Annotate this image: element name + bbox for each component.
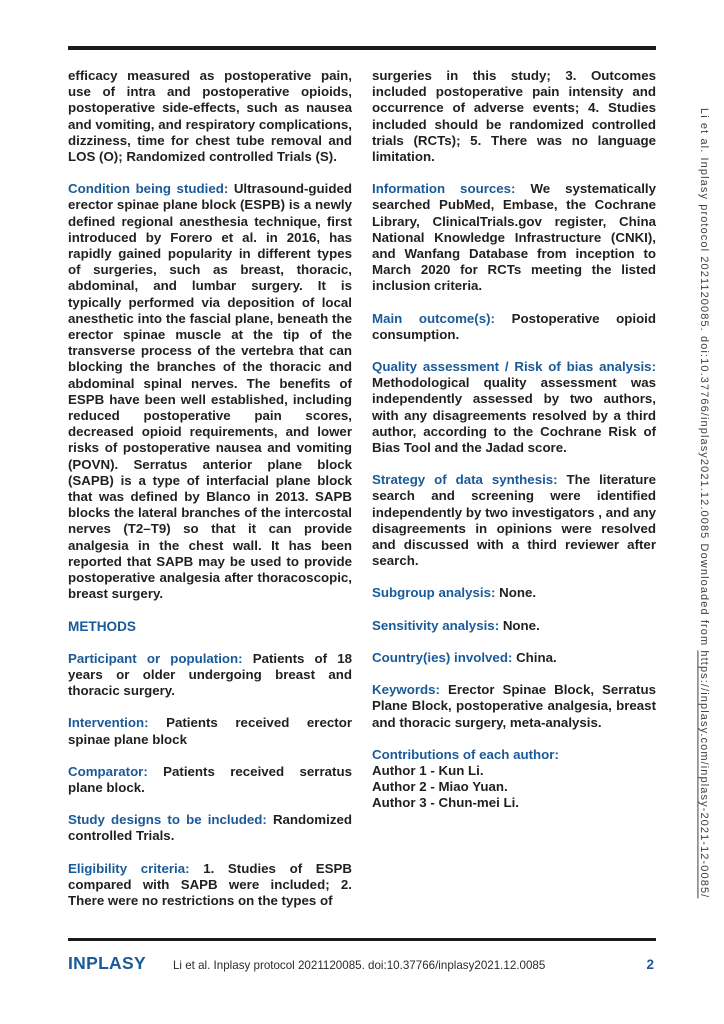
left-column: [68, 68, 352, 925]
sidebar-vertical-citation: [698, 108, 710, 1008]
top-rule: [68, 46, 656, 50]
footer-rule: [68, 938, 656, 941]
sidebar-citation-text: Li et al. Inplasy protocol 2021120085. doi:10.37766/inplasy2021.12.0085 Downloaded from: [698, 108, 710, 647]
paragraph-text: China.: [516, 649, 557, 665]
paragraph-eligibility-criteria: [68, 861, 352, 910]
paragraph-text: surgeries in this study; 3. Outcomes included postoperative pain intensity and occurrence of adverse events; 4. Studies included should be randomized controlled trials (RCTs); 5. There was no language limitation.: [372, 68, 656, 165]
paragraph-comparator: [68, 764, 352, 796]
paragraph-contributions: [372, 747, 656, 812]
page-number: 2: [646, 957, 654, 972]
page-content: [68, 68, 656, 925]
paragraph-text: Patients of 18 years or older undergoing breast and thoracic surgery.: [68, 650, 352, 699]
paragraph-participant-or-population: [68, 651, 352, 700]
section-label: Information sources:: [372, 181, 516, 197]
paragraph-quality-assessment: [372, 359, 656, 456]
paragraph-text: Patients received serratus plane block.: [68, 763, 352, 795]
paragraph-main-outcomes: [372, 311, 656, 343]
paragraph-keywords: [372, 682, 656, 731]
footer-citation: Li et al. Inplasy protocol 2021120085. doi:10.37766/inplasy2021.12.0085: [172, 959, 546, 972]
sidebar-download-link[interactable]: https://inplasy.com/inplasy-2021-12-0085/: [698, 650, 710, 899]
section-label: Country(ies) involved:: [372, 649, 513, 665]
section-label: Sensitivity analysis:: [372, 617, 500, 633]
paragraph-text: efficacy measured as postoperative pain, use of intra and postoperative opioids, postoperative side-effects, such as nausea and vomiting, and respiratory complications, dizziness, time for chest tube removal and LOS (O); Randomized controlled Trials (S).: [68, 68, 352, 165]
paragraph-condition-being-studied: [68, 181, 352, 602]
section-label: Strategy of data synthesis:: [372, 472, 558, 488]
paragraph-text: Randomized controlled Trials.: [68, 812, 352, 844]
author-line: Author 3 - Chun-mei Li.: [372, 795, 519, 811]
section-label: Quality assessment / Risk of bias analysis:: [372, 359, 656, 375]
author-line: Author 2 - Miao Yuan.: [372, 779, 508, 795]
paragraph-study-designs: [68, 812, 352, 844]
page-footer: [68, 953, 656, 974]
section-label: Study designs to be included:: [68, 812, 267, 828]
paragraph-text: None.: [499, 585, 537, 601]
paragraph-text: Ultrasound-guided erector spinae plane block (ESPB) is a newly defined regional anesthesia technique, first introduced by Forero et al. in 2016, has rapidly gained popularity in different types of surgeries, such as breast, thoracic, abdominal, and lumbar surgery. It is typically performed via deposition of local anesthetic into the fascial plane, beneath the erector spinae muscle at the tip of the transverse process of the vertebra that can blocking the branches of the thoracic and abdominal spinal nerves. The benefits of ESPB have been well established, including reduced postoperative pain scores, decreased opioid requirements, and lower risks of postoperative nausea and vomiting (POVN). Serratus anterior plane block (SAPB) is a type of interfacial plane block that was defined by Blanco in 2013. SAPB blocks the lateral branches of the intercostal nerves (T2–T9) so that it can provide analgesia in the chest wall. It has been reported that SAPB may be used to provide postoperative analgesia after thoracoscopic, breast surgery.: [68, 181, 352, 602]
paragraph-text: 1. Studies of ESPB compared with SAPB were included; 2. There were no restrictions on the types of: [68, 860, 352, 908]
section-label: Intervention:: [68, 715, 149, 731]
paragraph-text: We systematically searched PubMed, Embase, the Cochrane Library, ClinicalTrials.gov register, China National Knowledge Infrastructure (CNKI), and Wanfang Database from inception to March 2020 for RCTs meeting the listed inclusion criteria.: [372, 181, 656, 294]
paragraph-continuation-outcomes: [68, 68, 352, 165]
paragraph-continuation-eligibility: [372, 68, 656, 165]
right-column: [372, 68, 656, 925]
paragraph-countries-involved: [372, 650, 656, 666]
author-line: Author 1 - Kun Li.: [372, 762, 484, 778]
paragraph-sensitivity-analysis: [372, 618, 656, 634]
inplasy-logo: INPLASY: [68, 953, 146, 973]
paragraph-subgroup-analysis: [372, 585, 656, 601]
paragraph-text: Postoperative opioid consumption.: [372, 310, 657, 342]
paragraph-strategy-of-data-synthesis: [372, 472, 656, 569]
section-label: Main outcome(s):: [372, 310, 495, 326]
section-label: Comparator:: [68, 763, 148, 779]
section-label: Subgroup analysis:: [372, 585, 496, 601]
section-label: Keywords:: [372, 682, 440, 698]
section-label: Contributions of each author:: [372, 746, 559, 762]
paragraph-text: The literature search and screening were identified independently by two investigators , and any disagreements in opinions were resolved and discussed with a third reviewer after search.: [372, 472, 656, 569]
paragraph-text: Patients received erector spinae plane block: [68, 715, 352, 747]
methods-heading: METHODS: [68, 618, 136, 634]
paragraph-text: Erector Spinae Block, Serratus Plane Block, postoperative analgesia, breast and thoracic surgery, meta-analysis.: [372, 682, 656, 730]
paragraph-text: Methodological quality assessment was independently assessed by two authors, with any disagreements resolved by a third author, according to the Cochrane Risk of Bias Tool and the Jadad score.: [372, 375, 656, 456]
paragraph-information-sources: [372, 181, 656, 294]
section-label: Participant or population:: [68, 650, 243, 666]
section-label: Condition being studied:: [68, 181, 229, 197]
paragraph-intervention: [68, 715, 352, 747]
paragraph-text: None.: [502, 617, 540, 633]
section-label: Eligibility criteria:: [68, 860, 190, 876]
